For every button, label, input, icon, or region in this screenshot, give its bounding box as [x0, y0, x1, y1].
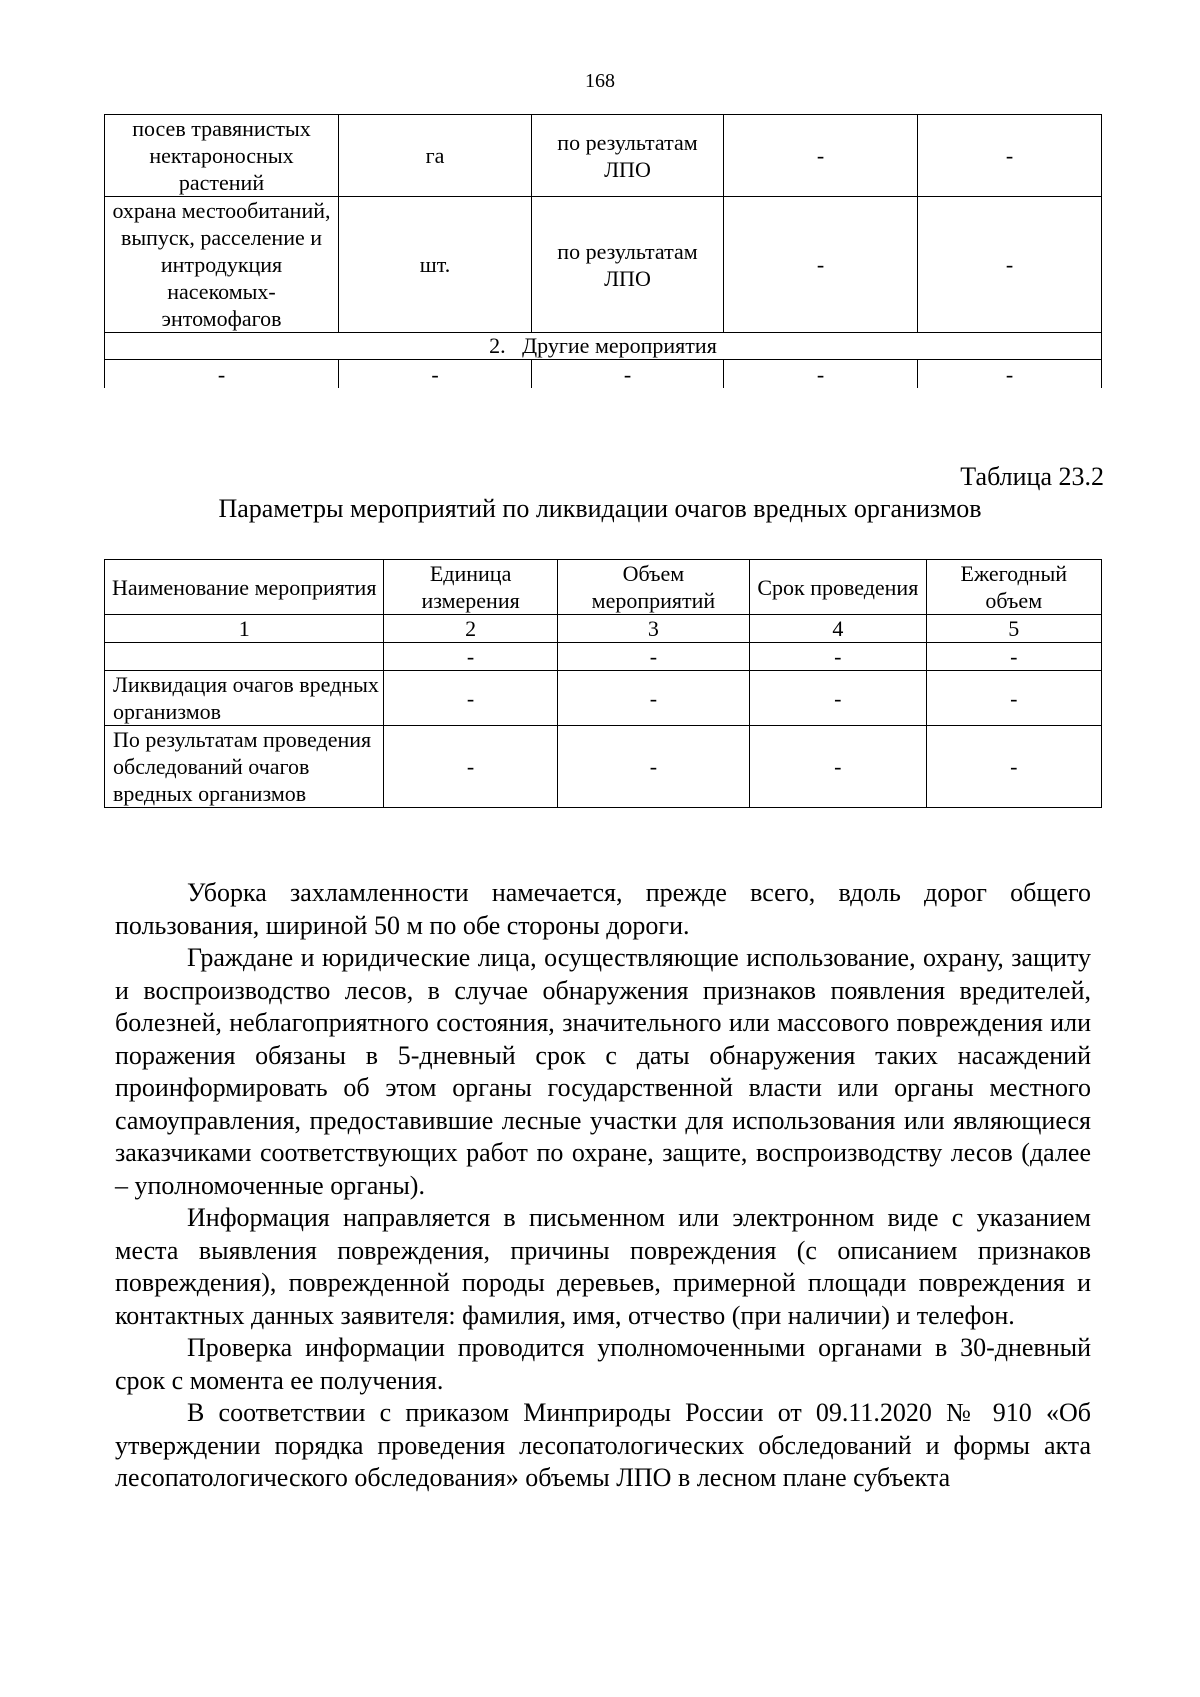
table-cell: -: [339, 360, 532, 389]
table-title: Параметры мероприятий по ликвидации очагов вредных организмов: [218, 494, 982, 523]
term-cell: -: [724, 115, 918, 197]
header-row: [105, 560, 1102, 615]
table-cell: -: [750, 671, 926, 726]
column-number-row: [105, 615, 1102, 643]
table-row: [105, 115, 1102, 197]
annual-cell: -: [918, 115, 1102, 197]
table-cell: По результатам проведения обследований очагов вредных организмов: [105, 726, 384, 808]
table-cell: Ликвидация очагов вредных организмов: [105, 671, 384, 726]
table-cell: -: [105, 360, 339, 389]
column-number: 1: [105, 615, 384, 643]
term-cell: -: [724, 197, 918, 333]
measure-name-cell: посев травянистых нектароносных растений: [105, 115, 339, 197]
table-cell: -: [384, 671, 557, 726]
column-header: Ежегодный объем: [926, 560, 1101, 615]
page-number: 168: [585, 70, 615, 92]
column-header: Наименование мероприятия: [105, 560, 384, 615]
volume-cell: по результатам ЛПО: [532, 197, 724, 333]
section-title: Другие мероприятия: [522, 333, 717, 358]
column-header: Единица измерения: [384, 560, 557, 615]
table-cell: -: [384, 726, 557, 808]
pest-foci-table: [104, 559, 1102, 808]
table-row: [105, 360, 1102, 389]
column-number: 3: [557, 615, 749, 643]
table-cell: -: [724, 360, 918, 389]
table-cell: -: [557, 643, 749, 671]
measure-name-cell: охрана местообитаний, выпуск, расселение и интродукция насекомых-энтомофагов: [105, 197, 339, 333]
table-number: Таблица 23.2: [960, 462, 1104, 491]
body-text: [115, 877, 1091, 1495]
table-row: [105, 671, 1102, 726]
column-number: 4: [750, 615, 926, 643]
column-header: Срок проведения: [750, 560, 926, 615]
section-row: [105, 333, 1102, 360]
annual-cell: -: [918, 197, 1102, 333]
table-row: [105, 726, 1102, 808]
table-cell: -: [750, 643, 926, 671]
column-number: 5: [926, 615, 1101, 643]
paragraph: Уборка захламленности намечается, прежде всего, вдоль дорог общего пользования, шириной 50 м по обе стороны дороги.: [115, 878, 1091, 940]
measures-table-continued: [104, 114, 1102, 388]
unit-cell: га: [339, 115, 532, 197]
table-cell: -: [750, 726, 926, 808]
paragraph: В соответствии с приказом Минприроды России от 09.11.2020 № 910 «Об утверждении порядка проведения лесопатологических обследований и формы акта лесопатологического обследования» объемы ЛПО в лесном плане субъекта: [115, 1398, 1091, 1492]
paragraph: Информация направляется в письменном или электронном виде с указанием места выявления повреждения, причины повреждения (с описанием признаков повреждения), поврежденной породы деревьев, примерной площади повреждения и контактных данных заявителя: фамилия, имя, отчество (при наличии) и телефон.: [115, 1203, 1091, 1330]
table-row: [105, 197, 1102, 333]
unit-cell: шт.: [339, 197, 532, 333]
table-cell: -: [918, 360, 1102, 389]
table-cell: [105, 643, 384, 671]
table-cell: -: [926, 726, 1101, 808]
table-cell: -: [384, 643, 557, 671]
table-cell: -: [557, 671, 749, 726]
table-cell: -: [532, 360, 724, 389]
table-row: [105, 643, 1102, 671]
table-cell: -: [926, 671, 1101, 726]
volume-cell: по результатам ЛПО: [532, 115, 724, 197]
column-header: Объем мероприятий: [557, 560, 749, 615]
section-number: 2.: [489, 333, 506, 358]
table-cell: -: [926, 643, 1101, 671]
table-cell: -: [557, 726, 749, 808]
paragraph: Проверка информации проводится уполномоченными органами в 30-дневный срок с момента ее получения.: [115, 1333, 1091, 1395]
column-number: 2: [384, 615, 557, 643]
section-heading-cell: [105, 333, 1102, 360]
paragraph: Граждане и юридические лица, осуществляющие использование, охрану, защиту и воспроизводство лесов, в случае обнаружения признаков появления вредителей, болезней, неблагоприятного состояния, значительного или массового повреждения или поражения обязаны в 5-дневный срок с даты обнаружения таких насаждений проинформировать об этом органы государственной власти или органы местного самоуправления, предоставившие лесные участки для использования или являющиеся заказчиками соответствующих работ по охране, защите, воспроизводству лесов (далее – уполномоченные органы).: [115, 943, 1091, 1200]
